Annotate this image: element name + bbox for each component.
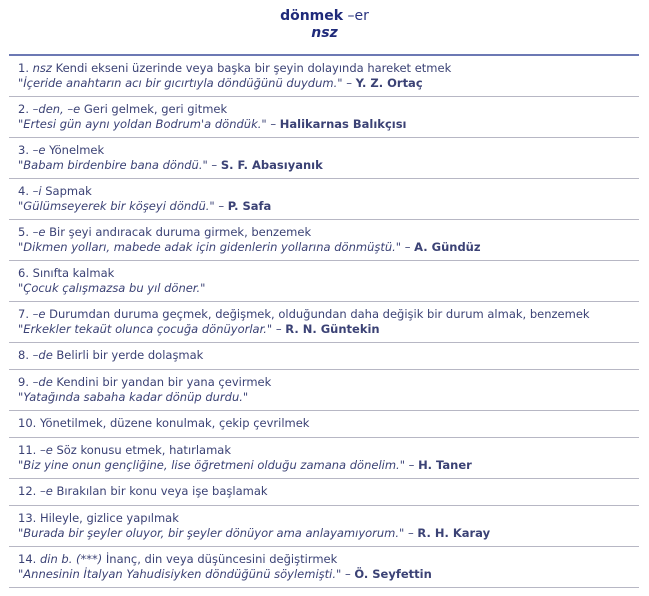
- sense-4: [9, 179, 639, 220]
- sense-grammar: –de: [32, 375, 53, 389]
- sense-definition-line: [18, 307, 639, 322]
- sense-definition-line: [18, 348, 639, 363]
- entry-header: [0, 0, 649, 44]
- sense-definition-line: [18, 102, 639, 117]
- sense-example: "Babam birdenbire bana döndü.": [18, 158, 208, 172]
- author-dash: –: [405, 458, 419, 472]
- sense-11: [9, 438, 639, 479]
- author-dash: –: [401, 240, 415, 254]
- sense-2: [9, 97, 639, 138]
- sense-8: [9, 343, 639, 370]
- sense-definition-line: [18, 184, 639, 199]
- sense-example: "Annesinin İtalyan Yahudisiyken döndüğünü söylemişti.": [18, 567, 342, 581]
- sense-7: [9, 302, 639, 343]
- sense-example-line: [18, 322, 639, 337]
- sense-example-line: [18, 117, 639, 132]
- sense-grammar: –e: [32, 307, 46, 321]
- sense-number: 8.: [18, 348, 29, 362]
- sense-definition: Bırakılan bir konu veya işe başlamak: [56, 484, 268, 498]
- author-dash: –: [266, 117, 280, 131]
- sense-definition: Durumdan duruma geçmek, değişmek, olduğundan daha değişik bir durum almak, benzemek: [49, 307, 590, 321]
- author-dash: –: [207, 158, 221, 172]
- sense-example: "Çocuk çalışmazsa bu yıl döner.": [18, 281, 206, 295]
- sense-grammar: –e: [39, 484, 53, 498]
- sense-number: 9.: [18, 375, 29, 389]
- sense-example-line: [18, 158, 639, 173]
- sense-author: P. Safa: [227, 199, 272, 213]
- sense-definition: Geri gelmek, geri gitmek: [83, 102, 228, 116]
- sense-grammar: din b. (***): [39, 552, 103, 566]
- sense-number: 12.: [18, 484, 37, 498]
- sense-definition-line: [18, 143, 639, 158]
- sense-example-line: [18, 240, 639, 255]
- sense-example-line: [18, 458, 639, 473]
- sense-author: Halikarnas Balıkçısı: [279, 117, 407, 131]
- sense-example-line: [18, 526, 639, 541]
- sense-number: 6.: [18, 266, 29, 280]
- sense-grammar: –de: [32, 348, 53, 362]
- sense-definition: Yönetilmek, düzene konulmak, çekip çevrilmek: [39, 416, 310, 430]
- sense-example-line: [18, 390, 639, 405]
- sense-definition: Sapmak: [45, 184, 92, 198]
- sense-definition-line: [18, 443, 639, 458]
- sense-definition: Kendini bir yandan bir yana çevirmek: [56, 375, 272, 389]
- part-of-speech: nsz: [311, 25, 338, 41]
- sense-example: "Biz yine onun gençliğine, lise öğretmeni olduğu zamana dönelim.": [18, 458, 405, 472]
- sense-example-line: [18, 281, 639, 296]
- sense-10: [9, 411, 639, 438]
- sense-grammar: –e: [32, 225, 46, 239]
- headword-text: dönmek: [280, 8, 344, 24]
- sense-example: "Gülümseyerek bir köşeyi döndü.": [18, 199, 215, 213]
- sense-author: R. N. Güntekin: [285, 322, 380, 336]
- sense-definition-line: [18, 266, 639, 281]
- sense-definition-line: [18, 552, 639, 567]
- sense-definition: Hileyle, gizlice yapılmak: [39, 511, 179, 525]
- sense-number: 11.: [18, 443, 37, 457]
- sense-number: 5.: [18, 225, 29, 239]
- author-dash: –: [342, 76, 356, 90]
- sense-definition: İnanç, din veya düşüncesini değiştirmek: [105, 552, 338, 566]
- sense-9: [9, 370, 639, 411]
- sense-definition-line: [18, 484, 639, 499]
- sense-number: 7.: [18, 307, 29, 321]
- sense-grammar: nsz: [32, 61, 52, 75]
- sense-example: "Burada bir şeyler oluyor, bir şeyler dönüyor ama anlayamıyorum.": [18, 526, 405, 540]
- author-dash: –: [214, 199, 228, 213]
- sense-13: [9, 506, 639, 547]
- sense-number: 13.: [18, 511, 37, 525]
- sense-author: R. H. Karay: [417, 526, 491, 540]
- headword: [0, 8, 649, 25]
- author-dash: –: [341, 567, 355, 581]
- sense-definition-line: [18, 511, 639, 526]
- sense-example-line: [18, 567, 639, 582]
- author-dash: –: [404, 526, 418, 540]
- sense-example: "Ertesi gün aynı yoldan Bodrum'a döndük.": [18, 117, 267, 131]
- sense-example: "Dikmen yolları, mabede adak için gidenlerin yollarına dönmüştü.": [18, 240, 402, 254]
- sense-example-line: [18, 199, 639, 214]
- sense-author: S. F. Abasıyanık: [220, 158, 323, 172]
- sense-author: Y. Z. Ortaç: [355, 76, 423, 90]
- sense-list: [9, 56, 639, 588]
- sense-definition: Yönelmek: [49, 143, 105, 157]
- sense-definition: Sınıfta kalmak: [32, 266, 115, 280]
- sense-number: 4.: [18, 184, 29, 198]
- sense-definition-line: [18, 61, 639, 76]
- sense-example: "Erkekler tekaüt olunca çocuğa dönüyorlar.": [18, 322, 273, 336]
- author-dash: –: [272, 322, 286, 336]
- sense-number: 3.: [18, 143, 29, 157]
- sense-author: Ö. Seyfettin: [354, 567, 432, 581]
- sense-6: [9, 261, 639, 302]
- sense-grammar: –i: [32, 184, 42, 198]
- sense-definition-line: [18, 375, 639, 390]
- sense-definition: Kendi ekseni üzerinde veya başka bir şeyin dolayında hareket etmek: [55, 61, 452, 75]
- sense-number: 14.: [18, 552, 37, 566]
- sense-5: [9, 220, 639, 261]
- sense-definition: Bir şeyi andıracak duruma girmek, benzemek: [49, 225, 312, 239]
- sense-number: 10.: [18, 416, 37, 430]
- sense-grammar: –e: [32, 143, 46, 157]
- sense-number: 1.: [18, 61, 29, 75]
- sense-3: [9, 138, 639, 179]
- sense-example: "Yatağında sabaha kadar dönüp durdu.": [18, 390, 249, 404]
- sense-definition-line: [18, 416, 639, 431]
- sense-1: [9, 56, 639, 97]
- sense-12: [9, 479, 639, 506]
- sense-14: [9, 547, 639, 588]
- headword-suffix: –er: [347, 8, 369, 24]
- sense-grammar: –den, –e: [32, 102, 81, 116]
- sense-grammar: –e: [39, 443, 53, 457]
- sense-author: A. Gündüz: [414, 240, 481, 254]
- sense-example-line: [18, 76, 639, 91]
- sense-author: H. Taner: [418, 458, 472, 472]
- sense-example: "İçeride anahtarın acı bir gıcırtıyla döndüğünü duydum.": [18, 76, 343, 90]
- sense-definition: Belirli bir yerde dolaşmak: [56, 348, 204, 362]
- sense-number: 2.: [18, 102, 29, 116]
- sense-definition: Söz konusu etmek, hatırlamak: [56, 443, 232, 457]
- sense-definition-line: [18, 225, 639, 240]
